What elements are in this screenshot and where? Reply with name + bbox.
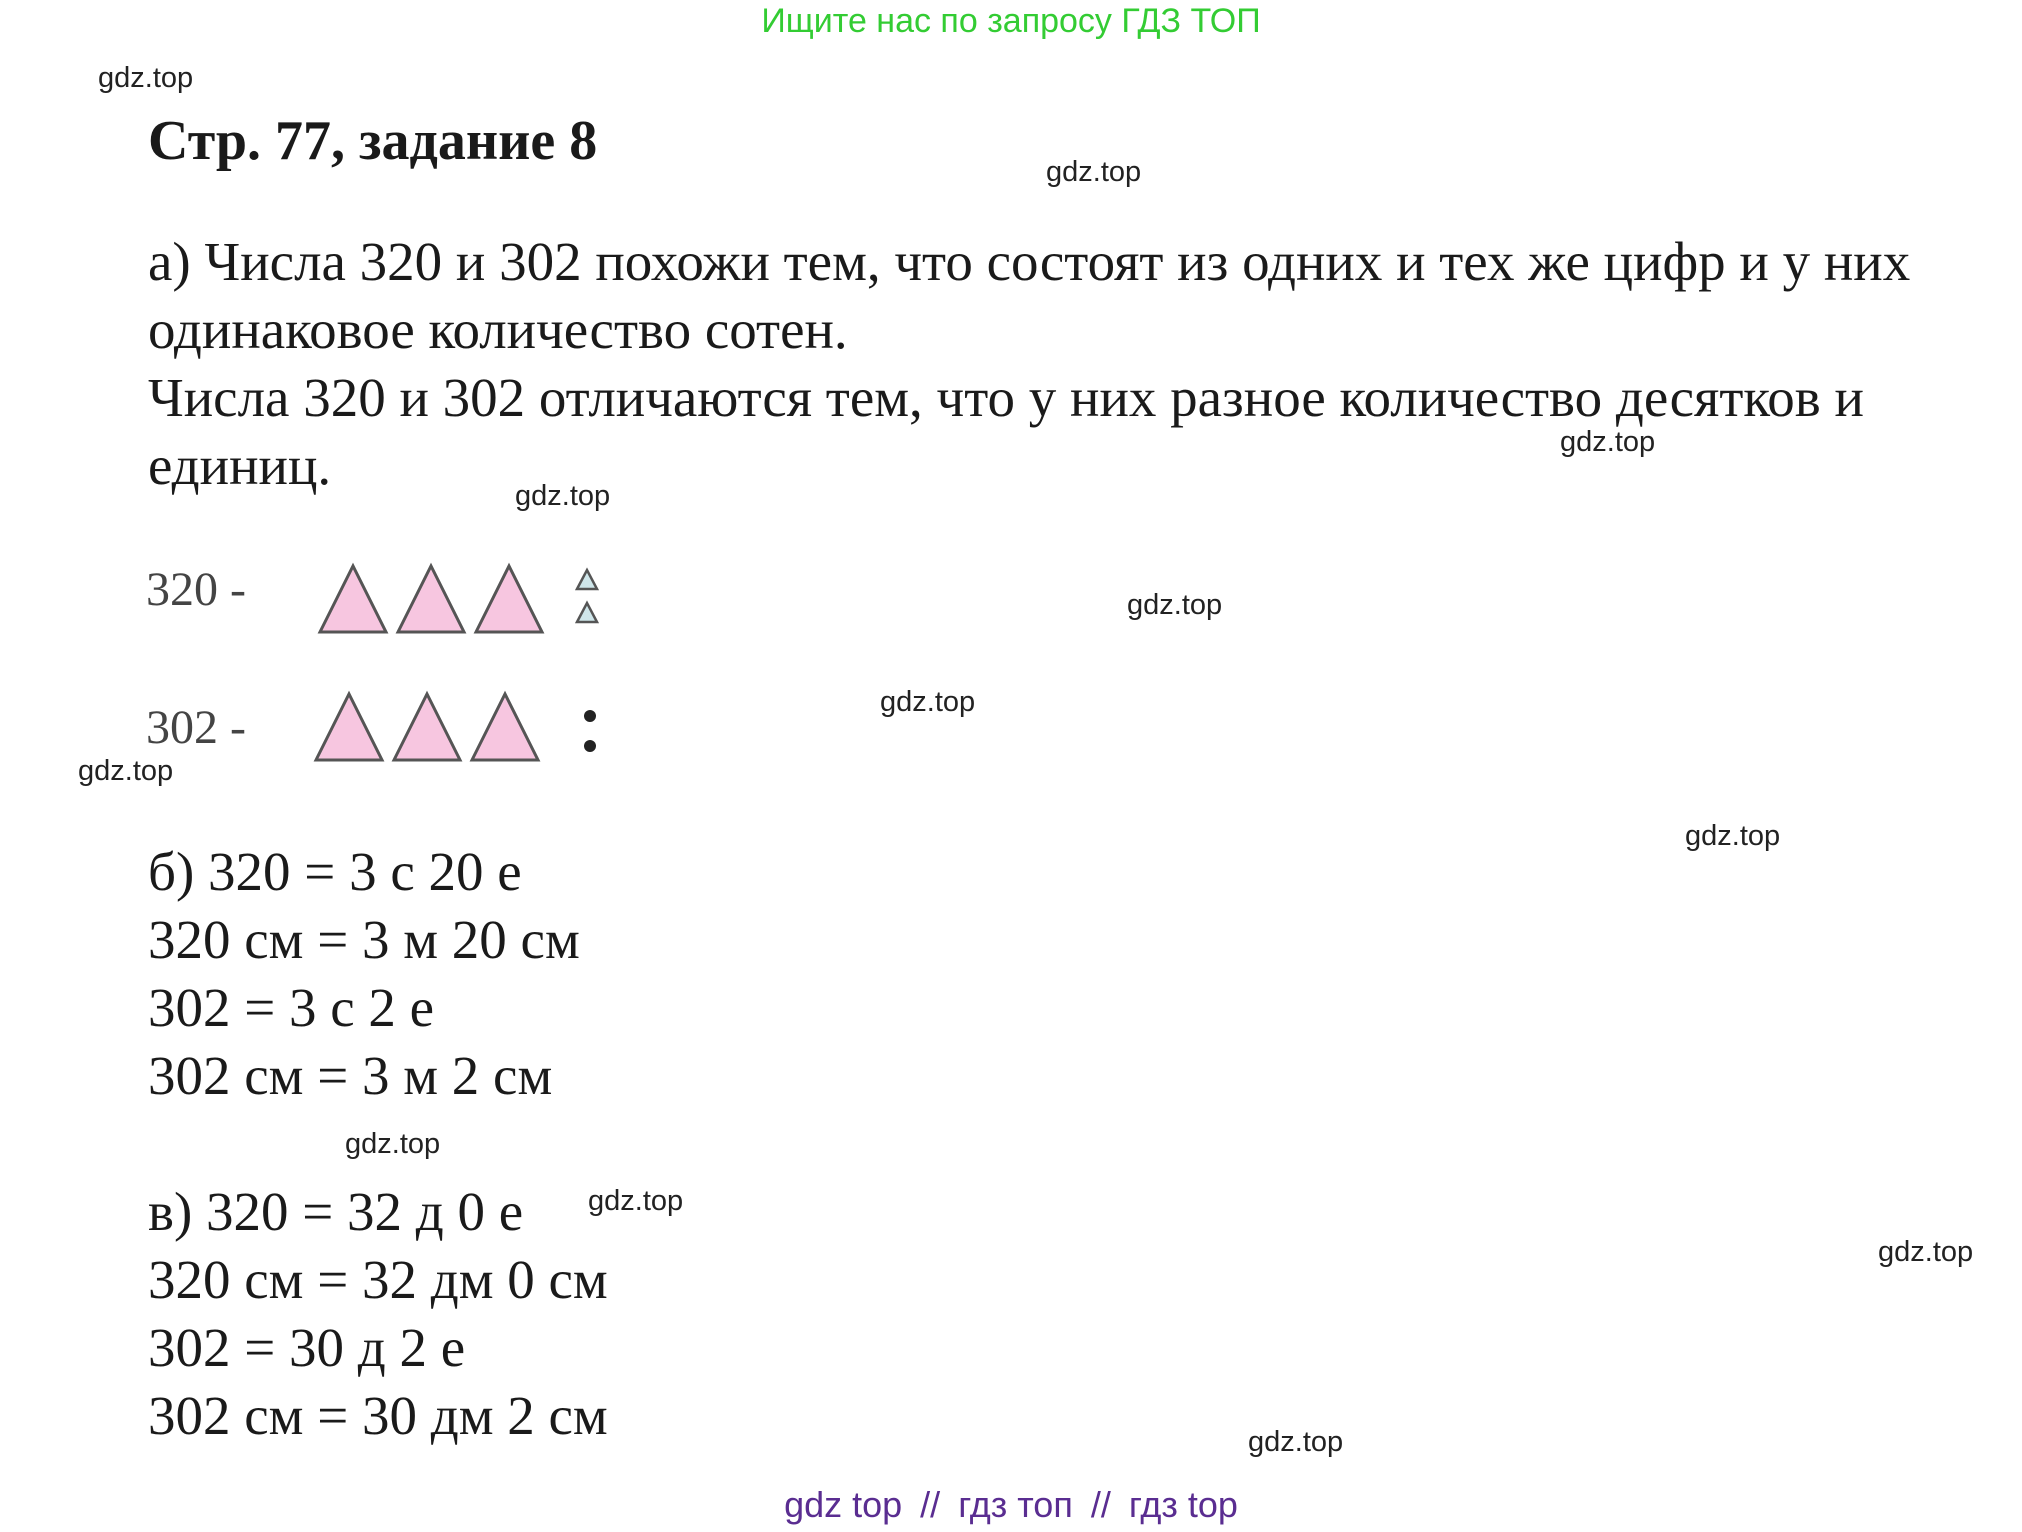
footer-links xyxy=(0,1484,2022,1526)
part-v-line: 302 = 30 д 2 е xyxy=(148,1317,466,1378)
unit-dot-icon xyxy=(584,740,596,752)
diagram-row-320-label: 320 - xyxy=(146,563,246,616)
part-a-similarity: а) Числа 320 и 302 похожи тем, что состоят из одних и тех же цифр и у них одинаковое количество сотен. xyxy=(148,231,1911,360)
watermark: gdz.top xyxy=(880,686,976,718)
watermark: gdz.top xyxy=(588,1185,684,1217)
footer-separator: // xyxy=(1090,1484,1111,1525)
part-b xyxy=(148,838,580,1110)
hundred-triangle-icon xyxy=(398,566,464,632)
part-v-line: 320 см = 32 дм 0 см xyxy=(148,1249,608,1310)
part-a xyxy=(148,228,2008,500)
watermark: gdz.top xyxy=(1248,1426,1344,1458)
watermark: gdz.top xyxy=(1127,589,1223,621)
search-banner: Ищите нас по запросу ГДЗ ТОП xyxy=(761,2,1261,40)
page-title: Стр. 77, задание 8 xyxy=(148,110,598,172)
footer-link-gdz-top-ru[interactable]: гдз топ xyxy=(958,1484,1073,1525)
hundred-triangle-icon xyxy=(476,566,542,632)
footer-link-gdz-top[interactable]: gdz top xyxy=(784,1484,903,1525)
part-v-line: 302 см = 30 дм 2 см xyxy=(148,1385,608,1446)
ten-triangle-icon xyxy=(577,570,597,589)
hundred-triangle-icon xyxy=(394,694,460,760)
part-b-line: 302 см = 3 м 2 см xyxy=(148,1045,553,1106)
watermark: gdz.top xyxy=(98,62,194,94)
part-a-difference: Числа 320 и 302 отличаются тем, что у них разное количество десятков и единиц. xyxy=(148,367,1864,496)
hundred-triangle-icon xyxy=(472,694,538,760)
part-v xyxy=(148,1178,608,1450)
watermark: gdz.top xyxy=(1878,1236,1974,1268)
diagram-row-302-label: 302 - xyxy=(146,701,246,754)
watermark: gdz.top xyxy=(515,480,611,512)
hundred-triangle-icon xyxy=(316,694,382,760)
unit-dot-icon xyxy=(584,710,596,722)
watermark: gdz.top xyxy=(345,1128,441,1160)
diagram-shapes xyxy=(140,540,620,780)
footer-separator: // xyxy=(920,1484,941,1525)
watermark: gdz.top xyxy=(78,755,174,787)
part-v-line: в) 320 = 32 д 0 е xyxy=(148,1181,524,1242)
watermark: gdz.top xyxy=(1685,820,1781,852)
part-b-line: 302 = 3 с 2 е xyxy=(148,977,435,1038)
ten-triangle-icon xyxy=(577,603,597,622)
hundred-triangle-icon xyxy=(320,566,386,632)
footer-link-gdz-top-mixed[interactable]: гдз top xyxy=(1128,1484,1238,1525)
watermark: gdz.top xyxy=(1560,426,1656,458)
part-b-line: 320 см = 3 м 20 см xyxy=(148,909,580,970)
watermark: gdz.top xyxy=(1046,156,1142,188)
place-value-diagram xyxy=(140,540,620,780)
part-b-line: б) 320 = 3 с 20 е xyxy=(148,841,522,902)
